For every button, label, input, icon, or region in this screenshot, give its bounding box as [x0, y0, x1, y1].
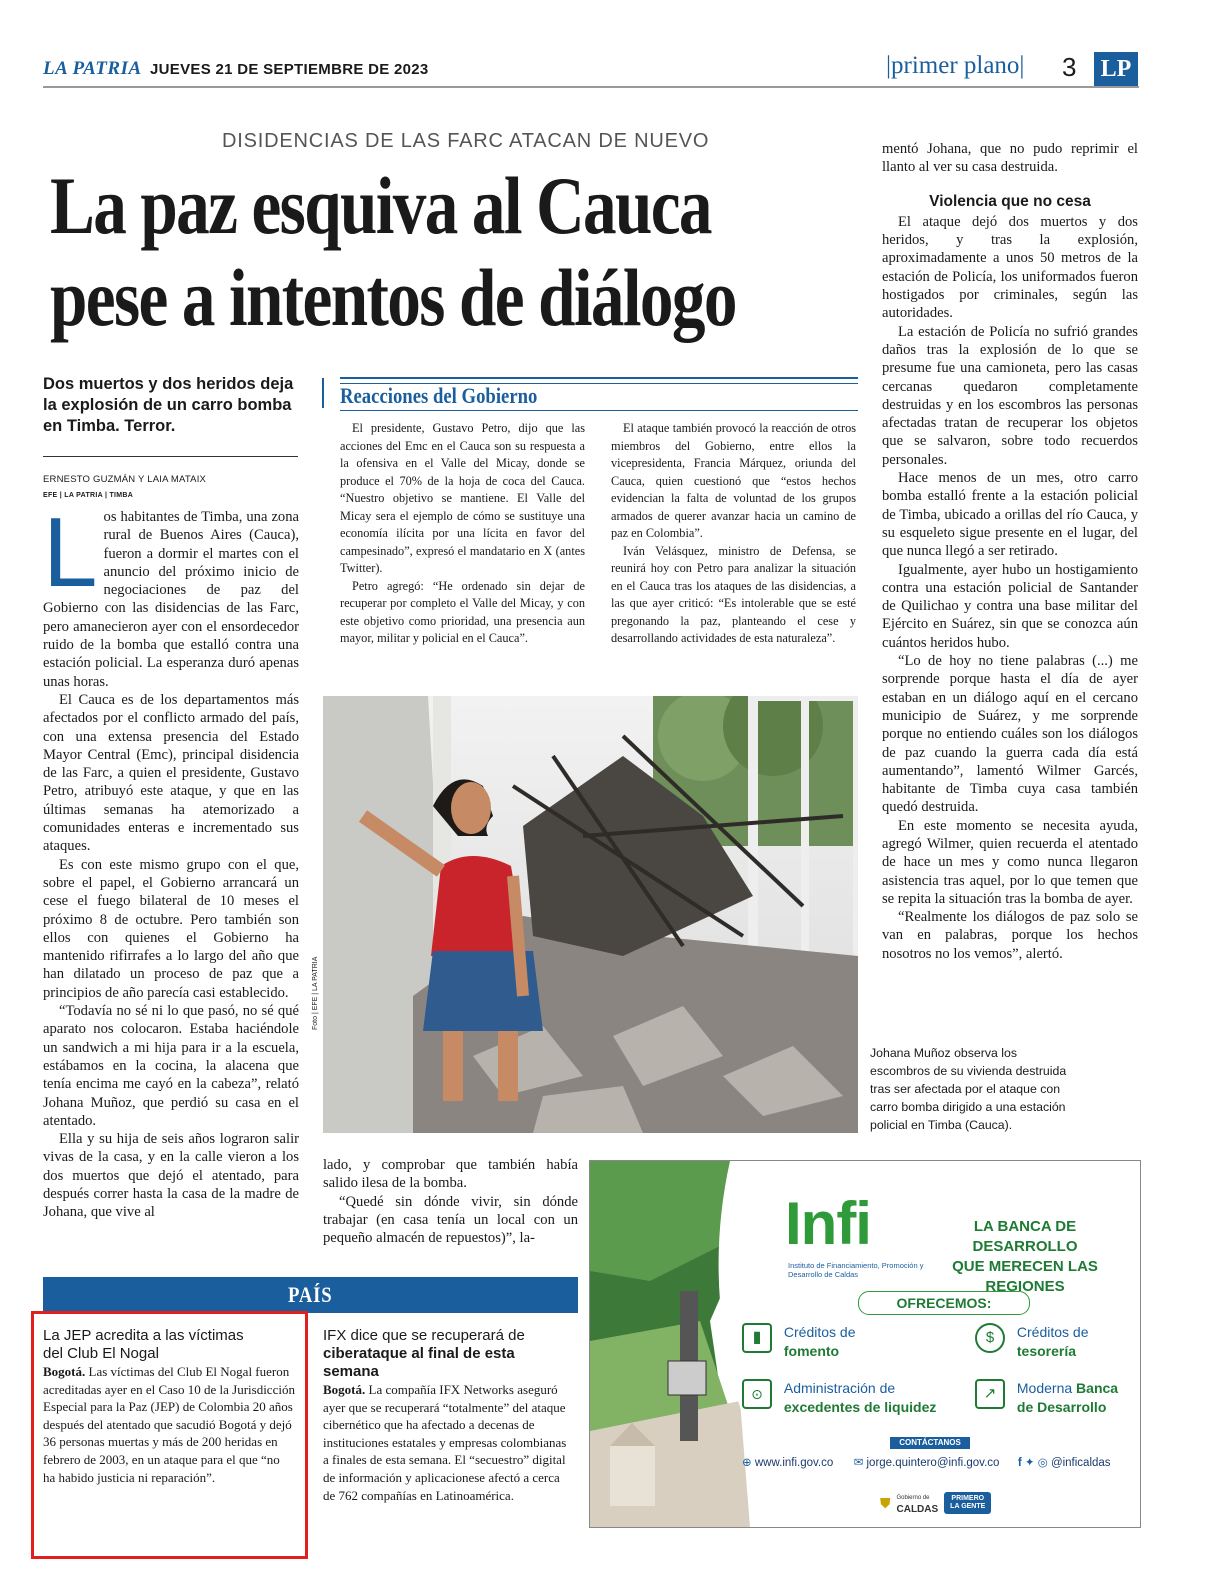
page-number: 3 — [1062, 52, 1077, 82]
paragraph: Petro agregó: “He ordenado sin dejar de recuperar por completo el Valle del Micay, y con este objetivo como prioridad, una presencia aun mayor, militar y policial en el Cauca”. — [340, 578, 585, 645]
mail-icon: ✉ — [853, 1457, 864, 1469]
article-column-2 — [323, 1156, 578, 1256]
paragraph: Hace menos de un mes, otro carro bomba estalló frente a la estación policial de Timba, ubicado a orillas del río Cauca, y su esqueleto sigue presente en el lugar, del que nunca llegó a ser retirado. — [882, 470, 1138, 560]
ad-email[interactable]: jorge.quintero@infi.gov.co — [866, 1457, 1000, 1469]
paragraph: El presidente, Gustavo Petro, dijo que las acciones del Emc en el Cauca son su respuesta a la ofensiva en el Valle del Micay, donde se produce el 70% de la hoja de coca del Cauca. “Nuestro objetivo se mantiene. El Valle del Micay sera el ejemplo de cómo se sustituye una economía ilícita por una lícita en favor del campesinado”, expresó el mandatario en X (antes Twitter). — [340, 421, 585, 575]
brief-title — [323, 1327, 573, 1381]
brief-title-line: IFX dice que se recuperará de — [323, 1327, 525, 1344]
ad-offer-label: OFRECEMOS: — [858, 1291, 1030, 1315]
shield-icon: ⛊ — [880, 1494, 891, 1511]
paragraph: Ella y su hija de seis años lograron salir vivas de la casa, y en la calle vieron a los dos muertos que dejó el atentado, para después correr hasta la casa de la madre de Johana, que vive al — [43, 1131, 299, 1221]
section-bar-label: PAÍS — [288, 1282, 333, 1307]
article-column-1 — [43, 508, 299, 1258]
paragraph: Iván Velásquez, ministro de Defensa, se reunirá hoy con Petro para analizar la situación en el Cauca tras los ataques de las disidencias, a las que ayer criticó: “Es intolerable que se esté pregonando la paz, planteando el cese y desarrollando actividades de esta naturaleza”. — [611, 543, 856, 645]
ad-service-tesoreria — [975, 1323, 1088, 1361]
paragraph: La estación de Policía no sufrió grandes daños tras la explosión de lo que se presume fue una camioneta, pero las casas cercanas quedaron completamente destruidas y en los escombros las personas afectadas tratan de recuperar los objetos que se salvaron, sobre todo recuerdos personales. — [882, 323, 1138, 468]
growth-chart-icon: ↗ — [975, 1379, 1005, 1409]
paragraph: “Todavía no sé ni lo que pasó, no sé qué aparato nos colocaron. Estaba haciéndole un sandwich a mi hija para ir a la escuela, estábamos en la cocina, la alacena que tenía encima me cayó en la cabeza”, relató Johana Muñoz, que perdió su casa en el atentado. — [43, 1003, 299, 1129]
coin-hand-icon: $ — [975, 1323, 1005, 1353]
brief-dateline: Bogotá. — [323, 1382, 366, 1397]
brief-title-line: del Club El Nogal — [43, 1345, 159, 1362]
paragraph: “Quedé sin dónde vivir, sin dónde trabajar (en casa tenía un local con un pequeño almacén de repuestos)”, la- — [323, 1193, 578, 1247]
service-line: Banca — [1076, 1380, 1119, 1396]
agency-credit: EFE | LA PATRIA | TIMBA — [43, 492, 134, 499]
brief-dateline: Bogotá. — [43, 1364, 86, 1379]
paragraph: El ataque dejó dos muertos y dos heridos, y tras la explosión, aproximadamente a unos 50 metros de la estación de Policía, los uniformados fueron hostigados por criminales, según las autoridades. — [882, 213, 1138, 322]
gov-line: CALDAS — [896, 1504, 939, 1515]
brief-ifx — [323, 1327, 573, 1504]
masthead-rule — [43, 86, 1139, 88]
box-column-left — [340, 420, 585, 682]
gov-badge: PRIMERO LA GENTE — [944, 1492, 991, 1514]
globe-icon: ⊕ — [742, 1457, 752, 1469]
paragraph: Es con este mismo grupo con el que, sobre el papel, el Gobierno arrancará un cese el fuego bilateral de 10 meses el próximo 8 de octubre. Pero también son ellos con quienes el Gobierno ha mantenido rifirrafes a lo largo del año que han dilatado un proceso de paz que a principios de año parecía casi establecido. — [43, 856, 299, 1001]
subhead: Violencia que no cesa — [929, 192, 1091, 210]
paragraph: mentó Johana, que no pudo reprimir el llanto al ver su casa destruida. — [882, 141, 1138, 176]
byline: ERNESTO GUZMÁN Y LAIA MATAIX — [43, 474, 207, 485]
brief-title-line: ciberataque al final de esta semana — [323, 1345, 515, 1380]
service-line: Créditos de — [1016, 1324, 1089, 1340]
chart-bars-icon: ▮ — [742, 1323, 772, 1353]
paragraph: “Realmente los diálogos de paz solo se van en palabras, porque los hechos nosotros no los vemos”, alertó. — [882, 909, 1138, 962]
deck: Dos muertos y dos heridos deja la explosión de un carro bomba en Timba. Terror. — [43, 375, 294, 435]
ad-brand: Infi — [785, 1190, 871, 1257]
ad-brand-sub: Instituto de Financiamiento, Promoción y Desarrollo de Caldas — [788, 1261, 924, 1279]
paragraph: El Cauca es de los departamentos más afectados por el conflicto armado del país, con una extensa presencia del Estado Mayor Central (Emc), principal disidencia de las Farc, a quien el presidente, Gustavo Petro, atribuyó este ataque, y que en las últimas semanas ha atemorizado a comunidades enteras e incrementado sus ataques. — [43, 691, 299, 855]
brief-body — [323, 1381, 573, 1504]
headline — [50, 160, 736, 344]
column-divider — [322, 378, 324, 408]
ad-gov-logo — [880, 1491, 991, 1515]
lp-badge: LP — [1094, 52, 1138, 86]
social-icons: f ✦ ◎ — [1017, 1457, 1048, 1469]
ad-service-fomento — [742, 1323, 855, 1361]
ad-website[interactable]: www.infi.gov.co — [754, 1457, 834, 1469]
box-column-right — [611, 420, 856, 682]
dropcap: L — [43, 508, 98, 607]
paragraph: En este momento se necesita ayuda, agregó Wilmer, quien recuerda el atentado de hace un mes y como nunca llegaron asistencia tras aquel, por lo que temen que se repita la situación tras la bomba de ayer. — [882, 817, 1138, 907]
paragraph: El ataque también provocó la reacción de otros miembros del Gobierno, entre ellos la vicepresidenta, Francia Márquez, oriunda del Cauca, quien cuestionó que “estos hechos evidencian la falta de voluntad de los grupos armados de querer avanzar hacia un camino de paz en Colombia”. — [611, 421, 856, 540]
masthead-date: JUEVES 21 DE SEPTIEMBRE DE 2023 — [150, 61, 429, 78]
service-line: Créditos de — [783, 1324, 856, 1340]
highlight-box — [31, 1311, 308, 1559]
service-line: excedentes de liquidez — [783, 1399, 937, 1415]
ad-tagline-line: QUE MERECEN LAS REGIONES — [952, 1258, 1098, 1295]
paragraph: lado, y comprobar que también había salido ilesa de la bomba. — [323, 1157, 578, 1192]
headline-line-1: La paz esquiva al Cauca — [50, 160, 711, 251]
infi-advertisement[interactable] — [589, 1160, 1141, 1528]
gov-line: Gobierno de — [896, 1495, 930, 1501]
money-box-icon: ⊙ — [742, 1379, 772, 1409]
ad-social-handle[interactable]: @inficaldas — [1050, 1457, 1111, 1469]
ad-tagline-line: LA BANCA DE DESARROLLO — [972, 1218, 1078, 1255]
photo-credit: Foto | EFE | LA PATRIA — [312, 956, 319, 1030]
brief-text: La compañía IFX Networks aseguró ayer que se recuperará “totalmente” del ataque cibernético que ha afectado a decenas de instituciones estatales y empresas colombianas a finales de esta semana. El “secuestro” digital de información y aplicacionese afectó a cerca de 762 compañías en Latinoamérica. — [323, 1382, 567, 1503]
ad-service-excedentes — [742, 1379, 936, 1417]
brief-text: Las víctimas del Club El Nogal fueron acreditadas ayer en el Caso 10 de la Jurisdicción Especial para la Paz (JEP) de Colombia 20 años después del atentado que sacudió Bogotá y dejó 36 personas muertas y más de 200 heridas en febrero de 2003, en un ataque para el que “no ha habido justicia ni reparación”. — [43, 1364, 295, 1485]
photo-caption: Johana Muñoz observa los escombros de su vivienda destruida tras ser afectada por el ataque con carro bomba dirigido a una estación policial en Timba (Cauca). — [870, 1046, 1067, 1132]
box-title: Reacciones del Gobierno — [340, 383, 538, 408]
paragraph: “Lo de hoy no tiene palabras (...) me sorprende porque hasta el día de ayer estaban en un diálogo aquí en el cercano municipio de Suárez, y me sorprende porque no entiendo cuáles son los diálogos de paz cuando la guerra cada día está aumentando”, lamentó Wilmer Garcés, habitante de Timba cuya casa también quedó destruida. — [882, 653, 1138, 816]
deck-rule — [43, 456, 298, 457]
service-line: Administración de — [783, 1380, 896, 1396]
photo-illustration — [323, 696, 858, 1133]
section-bar-pais — [43, 1277, 578, 1313]
news-photo — [323, 696, 858, 1133]
article-column-3 — [882, 140, 1138, 1020]
kicker: DISIDENCIAS DE LAS FARC ATACAN DE NUEVO — [222, 130, 710, 152]
headline-line-2: pese a intentos de diálogo — [50, 252, 736, 343]
section-name: |primer plano| — [886, 52, 1025, 79]
service-line: fomento — [783, 1343, 840, 1359]
ad-tagline — [920, 1217, 1130, 1297]
service-line: Moderna — [1016, 1380, 1073, 1396]
box-title-rule — [340, 410, 858, 411]
service-line: de Desarrollo — [1016, 1399, 1107, 1415]
masthead-logo: LA PATRIA — [43, 58, 142, 79]
brief-title-line: La JEP acredita a las víctimas — [43, 1327, 244, 1344]
ad-contact-label: CONTÁCTANOS — [890, 1437, 970, 1449]
paragraph: Igualmente, ayer hubo un hostigamiento contra una estación policial de Santander de Quilichao y contra una base militar del Ejército en Suárez, sin que se conozca aún cuántos heridos hubo. — [882, 561, 1138, 651]
paragraph: os habitantes de Timba, una zona rural de Buenos Aires (Cauca), fueron a dormir el martes con el anuncio del próximo inicio de negociaciones de paz del Gobierno con las disidencias de las Farc, pero amanecieron ayer con el ensordecedor ruido de la bomba que estalló contra una estación policial. La esperanza duró apenas unas horas. — [43, 509, 299, 690]
ad-contact-row — [742, 1455, 1111, 1469]
service-line: tesorería — [1016, 1343, 1077, 1359]
ad-service-banca — [975, 1379, 1118, 1417]
